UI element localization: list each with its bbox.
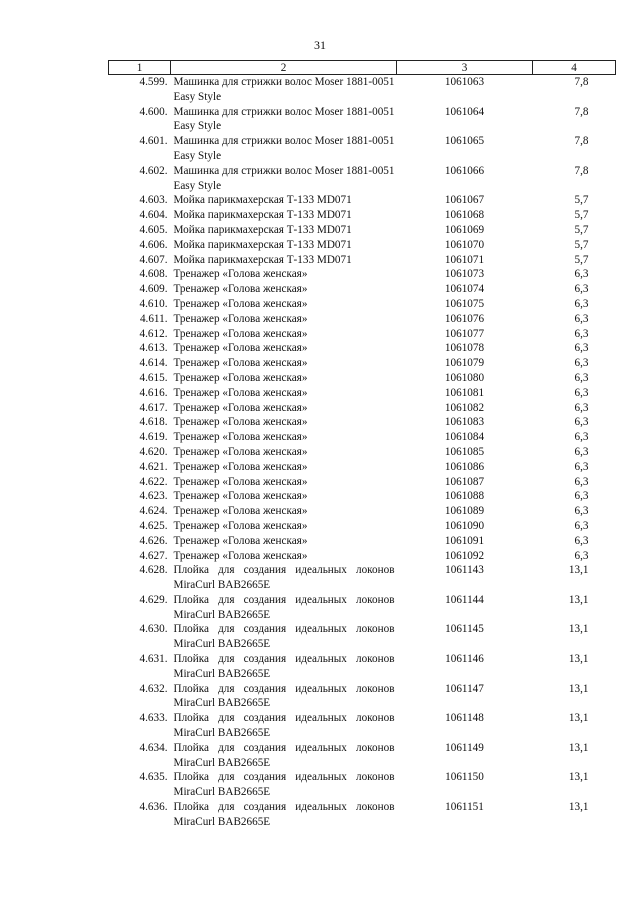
table-row — [109, 445, 616, 460]
table-row — [109, 489, 616, 504]
item-name: Тренажер «Голова женская» — [173, 445, 308, 458]
table-row — [109, 504, 616, 519]
row-number: 4.607. — [139, 253, 168, 266]
table-row — [109, 253, 616, 268]
item-name: Мойка парикмахерская Т-133 MD071 — [173, 223, 352, 236]
row-number: 4.599. — [139, 76, 168, 88]
inventory-code: 1061071 — [444, 253, 485, 266]
item-name: Тренажер «Голова женская» — [173, 371, 308, 384]
item-name: Плойка для создания идеальных локонов MiraCurl BAB2665E — [173, 801, 395, 828]
table-row — [109, 475, 616, 490]
item-value: 6,3 — [574, 401, 589, 414]
item-value: 6,3 — [574, 283, 589, 296]
inventory-code: 1061077 — [444, 327, 485, 340]
row-number: 4.627. — [139, 549, 168, 562]
row-number: 4.601. — [139, 135, 168, 148]
inventory-code: 1061076 — [444, 312, 485, 325]
row-number: 4.635. — [139, 771, 168, 784]
item-name: Мойка парикмахерская Т-133 MD071 — [173, 253, 352, 266]
row-number: 4.634. — [139, 741, 168, 754]
row-number: 4.633. — [139, 712, 168, 725]
item-name: Мойка парикмахерская Т-133 MD071 — [173, 238, 352, 251]
row-number: 4.629. — [139, 593, 168, 606]
table-row — [109, 800, 616, 830]
row-number: 4.631. — [139, 653, 168, 666]
item-name: Тренажер «Голова женская» — [173, 357, 308, 370]
item-name: Машинка для стрижки волос Moser 1881-0051 Easy Style — [173, 105, 395, 133]
item-value: 6,3 — [574, 519, 589, 532]
inventory-code: 1061078 — [444, 342, 485, 355]
item-value: 5,7 — [574, 209, 589, 222]
table-header — [109, 61, 616, 75]
table-row — [109, 267, 616, 282]
item-value: 13,1 — [568, 741, 589, 754]
item-value: 6,3 — [574, 297, 589, 310]
item-name: Плойка для создания идеальных локонов MiraCurl BAB2665E — [173, 653, 395, 680]
inventory-code: 1061063 — [444, 76, 485, 88]
row-number: 4.620. — [139, 445, 168, 458]
item-name: Тренажер «Голова женская» — [173, 268, 308, 281]
row-number: 4.622. — [139, 475, 168, 488]
table-row — [109, 652, 616, 682]
inventory-code: 1061145 — [445, 623, 484, 636]
table-row — [109, 770, 616, 800]
row-number: 4.602. — [139, 164, 168, 177]
table-row — [109, 208, 616, 223]
inventory-code: 1061065 — [444, 135, 485, 148]
item-name: Плойка для создания идеальных локонов MiraCurl BAB2665E — [173, 771, 395, 799]
item-name: Тренажер «Голова женская» — [173, 416, 308, 429]
inventory-code: 1061075 — [444, 297, 485, 310]
table-row — [109, 460, 616, 475]
item-name: Тренажер «Голова женская» — [173, 342, 308, 355]
inventory-code: 1061074 — [444, 283, 485, 296]
row-number: 4.624. — [139, 505, 168, 518]
item-value: 6,3 — [574, 490, 589, 503]
table-row — [109, 682, 616, 712]
item-value: 6,3 — [574, 327, 589, 340]
inventory-code: 1061069 — [444, 223, 485, 236]
row-number: 4.612. — [139, 327, 168, 340]
item-value: 6,3 — [574, 445, 589, 458]
item-name: Тренажер «Голова женская» — [173, 475, 308, 488]
inventory-code: 1061064 — [444, 105, 485, 118]
row-number: 4.613. — [139, 342, 168, 355]
row-number: 4.615. — [139, 371, 168, 384]
table-row — [109, 593, 616, 623]
item-name: Машинка для стрижки волос Moser 1881-0051 Easy Style — [173, 76, 395, 103]
table-row — [109, 711, 616, 741]
header-row — [109, 61, 616, 75]
table-row — [109, 134, 616, 164]
inventory-code: 1061066 — [444, 164, 485, 177]
table-row — [109, 282, 616, 297]
row-number: 4.630. — [139, 623, 168, 636]
item-name: Машинка для стрижки волос Moser 1881-0051 Easy Style — [173, 135, 395, 162]
table-row — [109, 356, 616, 371]
item-value: 5,7 — [574, 223, 589, 236]
table-row — [109, 297, 616, 312]
item-name: Плойка для создания идеальных локонов MiraCurl BAB2665E — [173, 712, 395, 740]
table-row — [109, 741, 616, 771]
table-row — [109, 415, 616, 430]
row-number: 4.618. — [139, 416, 168, 429]
page-number: 31 — [314, 38, 326, 52]
row-number: 4.609. — [139, 283, 168, 296]
table-row — [109, 312, 616, 327]
inventory-code: 1061067 — [444, 194, 485, 207]
inventory-code: 1061150 — [445, 771, 484, 784]
item-value: 13,1 — [568, 564, 589, 577]
item-name: Плойка для создания идеальных локонов MiraCurl BAB2665E — [173, 682, 395, 710]
inventory-code: 1061085 — [444, 445, 485, 458]
item-value: 7,8 — [574, 164, 589, 177]
item-name: Плойка для создания идеальных локонов MiraCurl BAB2665E — [173, 623, 395, 651]
row-number: 4.623. — [139, 490, 168, 503]
row-number: 4.628. — [139, 564, 168, 577]
item-name: Тренажер «Голова женская» — [173, 283, 308, 296]
item-name: Тренажер «Голова женская» — [173, 431, 308, 444]
inventory-code: 1061151 — [445, 801, 484, 814]
column-header-1: 1 — [109, 61, 171, 75]
item-value: 6,3 — [574, 386, 589, 399]
inventory-code: 1061081 — [444, 386, 485, 399]
item-name: Тренажер «Голова женская» — [173, 327, 308, 340]
item-value: 5,7 — [574, 253, 589, 266]
row-number: 4.616. — [139, 386, 168, 399]
row-number: 4.608. — [139, 268, 168, 281]
item-value: 5,7 — [574, 194, 589, 207]
row-number: 4.600. — [139, 105, 168, 118]
row-number: 4.614. — [139, 357, 168, 370]
inventory-code: 1061143 — [445, 564, 484, 577]
row-number: 4.632. — [139, 682, 168, 695]
item-name: Плойка для создания идеальных локонов MiraCurl BAB2665E — [173, 564, 395, 592]
table-row — [109, 105, 616, 135]
row-number: 4.617. — [139, 401, 168, 414]
item-name: Плойка для создания идеальных локонов MiraCurl BAB2665E — [173, 741, 395, 769]
row-number: 4.626. — [139, 534, 168, 547]
table-row — [109, 327, 616, 342]
inventory-code: 1061086 — [444, 460, 485, 473]
inventory-code: 1061149 — [445, 741, 484, 754]
item-value: 6,3 — [574, 342, 589, 355]
item-value: 6,3 — [574, 549, 589, 562]
item-value: 6,3 — [574, 312, 589, 325]
table-row — [109, 341, 616, 356]
table-row — [109, 563, 616, 593]
item-name: Тренажер «Голова женская» — [173, 549, 308, 562]
item-value: 13,1 — [568, 771, 589, 784]
table-row — [109, 238, 616, 253]
inventory-code: 1061144 — [445, 593, 484, 606]
table-row — [109, 549, 616, 564]
table-row — [109, 430, 616, 445]
inventory-code: 1061080 — [444, 371, 485, 384]
row-number: 4.603. — [139, 194, 168, 207]
table-row — [109, 371, 616, 386]
item-value: 6,3 — [574, 357, 589, 370]
row-number: 4.605. — [139, 223, 168, 236]
item-value: 13,1 — [568, 653, 589, 666]
inventory-code: 1061084 — [444, 431, 485, 444]
item-value: 6,3 — [574, 371, 589, 384]
inventory-code: 1061091 — [444, 534, 485, 547]
item-value: 7,8 — [574, 135, 589, 148]
table-row — [109, 193, 616, 208]
item-name: Тренажер «Голова женская» — [173, 490, 308, 503]
inventory-code: 1061073 — [444, 268, 485, 281]
item-value: 7,8 — [574, 76, 589, 88]
inventory-code: 1061147 — [445, 682, 484, 695]
row-number: 4.610. — [139, 297, 168, 310]
table-row — [109, 164, 616, 194]
item-name: Тренажер «Голова женская» — [173, 401, 308, 414]
inventory-code: 1061148 — [445, 712, 484, 725]
row-number: 4.619. — [139, 431, 168, 444]
row-number: 4.636. — [139, 801, 168, 814]
item-value: 6,3 — [574, 416, 589, 429]
item-value: 6,3 — [574, 431, 589, 444]
item-name: Тренажер «Голова женская» — [173, 519, 308, 532]
item-value: 7,8 — [574, 105, 589, 118]
row-number: 4.621. — [139, 460, 168, 473]
item-name: Тренажер «Голова женская» — [173, 386, 308, 399]
inventory-code: 1061088 — [444, 490, 485, 503]
inventory-code: 1061146 — [445, 653, 484, 666]
row-number: 4.606. — [139, 238, 168, 251]
row-number: 4.604. — [139, 209, 168, 222]
column-header-3: 3 — [397, 61, 533, 75]
table-body — [109, 75, 616, 830]
item-name: Плойка для создания идеальных локонов MiraCurl BAB2665E — [173, 593, 395, 621]
inventory-code: 1061070 — [444, 238, 485, 251]
table-row — [109, 386, 616, 401]
inventory-code: 1061079 — [444, 357, 485, 370]
item-name: Тренажер «Голова женская» — [173, 312, 308, 325]
item-value: 13,1 — [568, 801, 589, 814]
inventory-code: 1061089 — [444, 505, 485, 518]
table-row — [109, 534, 616, 549]
item-name: Тренажер «Голова женская» — [173, 534, 308, 547]
column-header-4: 4 — [533, 61, 616, 75]
inventory-code: 1061087 — [444, 475, 485, 488]
row-number: 4.625. — [139, 519, 168, 532]
item-value: 13,1 — [568, 623, 589, 636]
item-value: 13,1 — [568, 712, 589, 725]
item-value: 6,3 — [574, 534, 589, 547]
item-name: Машинка для стрижки волос Moser 1881-0051 Easy Style — [173, 164, 395, 192]
item-value: 6,3 — [574, 475, 589, 488]
inventory-code: 1061090 — [444, 519, 485, 532]
table-row — [109, 622, 616, 652]
item-value: 6,3 — [574, 505, 589, 518]
item-name: Тренажер «Голова женская» — [173, 460, 308, 473]
item-name: Мойка парикмахерская Т-133 MD071 — [173, 209, 352, 222]
row-number: 4.611. — [139, 312, 168, 325]
table-row — [109, 401, 616, 416]
item-value: 5,7 — [574, 238, 589, 251]
inventory-code: 1061083 — [444, 416, 485, 429]
item-value: 6,3 — [574, 460, 589, 473]
inventory-code: 1061082 — [444, 401, 485, 414]
item-value: 13,1 — [568, 682, 589, 695]
item-name: Тренажер «Голова женская» — [173, 505, 308, 518]
inventory-code: 1061092 — [444, 549, 485, 562]
item-name: Тренажер «Голова женская» — [173, 297, 308, 310]
item-value: 6,3 — [574, 268, 589, 281]
item-name: Мойка парикмахерская Т-133 MD071 — [173, 194, 352, 207]
inventory-code: 1061068 — [444, 209, 485, 222]
inventory-table — [108, 60, 616, 830]
table-row — [109, 75, 616, 105]
table-row — [109, 223, 616, 238]
table-row — [109, 519, 616, 534]
column-header-2: 2 — [171, 61, 397, 75]
item-value: 13,1 — [568, 593, 589, 606]
